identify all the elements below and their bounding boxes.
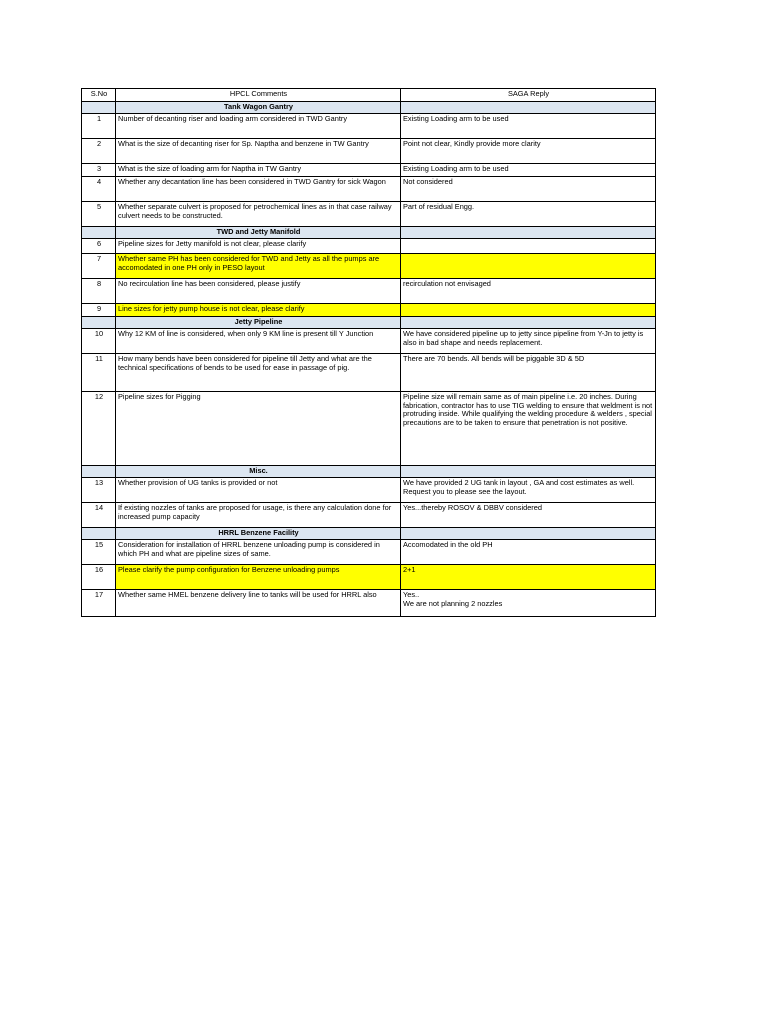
- sno-cell: 15: [82, 540, 116, 565]
- comment-cell: Whether provision of UG tanks is provided or not: [116, 478, 401, 503]
- sno-cell: 16: [82, 565, 116, 590]
- table-body: [82, 102, 656, 617]
- sno-cell: 13: [82, 478, 116, 503]
- header-sno: S.No: [82, 89, 116, 102]
- comment-cell: Whether same PH has been considered for TWD and Jetty as all the pumps are accomodated in one PH only in PESO layout: [116, 254, 401, 279]
- comment-cell: What is the size of decanting riser for Sp. Naptha and benzene in TW Gantry: [116, 139, 401, 164]
- reply-cell: Point not clear, Kindly provide more clarity: [401, 139, 656, 164]
- comment-cell: Pipeline sizes for Pigging: [116, 392, 401, 466]
- reply-cell: We have considered pipeline up to jetty since pipeline from Y-Jn to jetty is also in bad shape and needs replacement.: [401, 329, 656, 354]
- sno-cell: 14: [82, 503, 116, 528]
- reply-cell: Yes...thereby ROSOV & DBBV considered: [401, 503, 656, 528]
- table-row: [82, 164, 656, 177]
- table-row: [82, 279, 656, 304]
- table-row: [82, 392, 656, 466]
- comment-cell: Number of decanting riser and loading arm considered in TWD Gantry: [116, 114, 401, 139]
- reply-cell: Part of residual Engg.: [401, 202, 656, 227]
- section-spacer-cell: [82, 528, 116, 540]
- sno-cell: 2: [82, 139, 116, 164]
- table-row: [82, 354, 656, 392]
- comment-cell: No recirculation line has been considered, please justify: [116, 279, 401, 304]
- comment-cell: Whether same HMEL benzene delivery line to tanks will be used for HRRL also: [116, 590, 401, 617]
- sno-cell: 9: [82, 304, 116, 317]
- table-row: [82, 478, 656, 503]
- section-header-row: [82, 102, 656, 114]
- sno-cell: 5: [82, 202, 116, 227]
- comments-table: [81, 88, 656, 617]
- comment-cell: Whether any decantation line has been considered in TWD Gantry for sick Wagon: [116, 177, 401, 202]
- table-row: [82, 329, 656, 354]
- header-reply: SAGA Reply: [401, 89, 656, 102]
- section-spacer-cell: [401, 227, 656, 239]
- sno-cell: 17: [82, 590, 116, 617]
- reply-cell: 2+1: [401, 565, 656, 590]
- reply-cell: Not considered: [401, 177, 656, 202]
- table-row: [82, 202, 656, 227]
- comment-cell: Please clarify the pump configuration for Benzene unloading pumps: [116, 565, 401, 590]
- table-row: [82, 503, 656, 528]
- table-row: [82, 114, 656, 139]
- comment-cell: How many bends have been considered for pipeline till Jetty and what are the technical specifications of bends to be used for ease in passage of pig.: [116, 354, 401, 392]
- header-row: [82, 89, 656, 102]
- section-title: Tank Wagon Gantry: [116, 102, 401, 114]
- sno-cell: 10: [82, 329, 116, 354]
- comment-cell: What is the size of loading arm for Naptha in TW Gantry: [116, 164, 401, 177]
- table-row: [82, 177, 656, 202]
- sno-cell: 8: [82, 279, 116, 304]
- sno-cell: 4: [82, 177, 116, 202]
- section-title: Jetty Pipeline: [116, 317, 401, 329]
- sno-cell: 3: [82, 164, 116, 177]
- section-header-row: [82, 528, 656, 540]
- section-title: HRRL Benzene Facility: [116, 528, 401, 540]
- header-comments: HPCL Comments: [116, 89, 401, 102]
- reply-cell: Existing Loading arm to be used: [401, 114, 656, 139]
- table-row: [82, 565, 656, 590]
- section-spacer-cell: [82, 466, 116, 478]
- comment-cell: If existing nozzles of tanks are proposed for usage, is there any calculation done for increased pump capacity: [116, 503, 401, 528]
- comment-cell: Whether separate culvert is proposed for petrochemical lines as in that case railway culvert needs to be constructed.: [116, 202, 401, 227]
- section-spacer-cell: [82, 227, 116, 239]
- reply-cell: There are 70 bends. All bends will be piggable 3D & 5D: [401, 354, 656, 392]
- section-spacer-cell: [82, 317, 116, 329]
- reply-cell: Yes.. We are not planning 2 nozzles: [401, 590, 656, 617]
- reply-cell: [401, 239, 656, 254]
- comment-cell: Why 12 KM of line is considered, when only 9 KM line is present till Y Junction: [116, 329, 401, 354]
- comment-cell: Consideration for installation of HRRL benzene unloading pump is considered in which PH and what are pipeline sizes of same.: [116, 540, 401, 565]
- reply-cell: Pipeline size will remain same as of main pipeline i.e. 20 inches. During fabrication, contractor has to use TIG welding to ensure that weldment is not protruding inside. While qualifying the welding procedure & welders , special precautions are to be taken to ensure that penetration is not positive.: [401, 392, 656, 466]
- section-title: TWD and Jetty Manifold: [116, 227, 401, 239]
- sno-cell: 12: [82, 392, 116, 466]
- sno-cell: 6: [82, 239, 116, 254]
- sno-cell: 7: [82, 254, 116, 279]
- section-spacer-cell: [401, 528, 656, 540]
- reply-cell: [401, 254, 656, 279]
- reply-cell: Accomodated in the old PH: [401, 540, 656, 565]
- section-spacer-cell: [82, 102, 116, 114]
- section-title: Misc.: [116, 466, 401, 478]
- table-row: [82, 139, 656, 164]
- section-header-row: [82, 227, 656, 239]
- table-row: [82, 239, 656, 254]
- section-header-row: [82, 317, 656, 329]
- comment-cell: Pipeline sizes for Jetty manifold is not clear, please clarify: [116, 239, 401, 254]
- reply-cell: We have provided 2 UG tank in layout , GA and cost estimates as well. Request you to please see the layout.: [401, 478, 656, 503]
- sno-cell: 11: [82, 354, 116, 392]
- section-spacer-cell: [401, 466, 656, 478]
- table-row: [82, 304, 656, 317]
- reply-cell: [401, 304, 656, 317]
- section-header-row: [82, 466, 656, 478]
- table-row: [82, 254, 656, 279]
- reply-cell: Existing Loading arm to be used: [401, 164, 656, 177]
- comment-cell: Line sizes for jetty pump house is not clear, please clarify: [116, 304, 401, 317]
- table-row: [82, 540, 656, 565]
- section-spacer-cell: [401, 317, 656, 329]
- reply-cell: recirculation not envisaged: [401, 279, 656, 304]
- table-row: [82, 590, 656, 617]
- sno-cell: 1: [82, 114, 116, 139]
- section-spacer-cell: [401, 102, 656, 114]
